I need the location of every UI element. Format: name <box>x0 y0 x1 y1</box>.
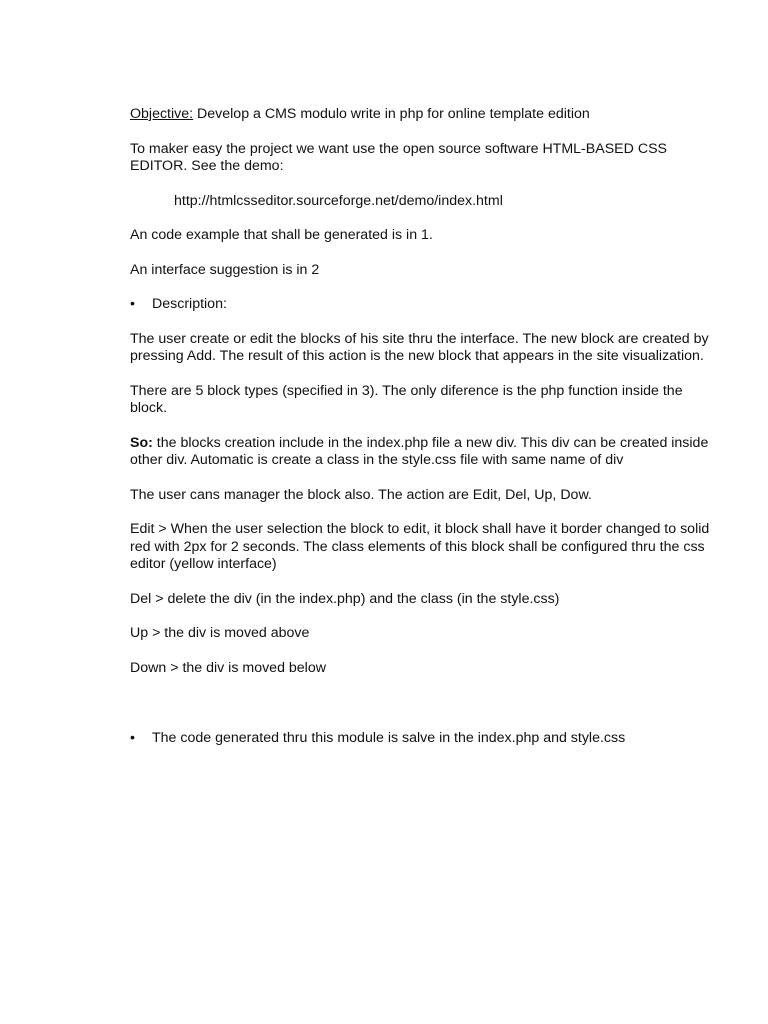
del-paragraph: Del > delete the div (in the index.php) and the class (in the style.css) <box>130 590 560 607</box>
manage-paragraph: The user cans manager the block also. The action are Edit, Del, Up, Dow. <box>130 486 592 503</box>
code-example-paragraph: An code example that shall be generated is in 1. <box>130 227 433 243</box>
edit-paragraph: Edit > When the user selection the block to edit, it block shall have it border changed to solid red with 2px for 2 seconds. The class elements of this block shall be configured thru the css editor (yellow interface) <box>130 521 710 572</box>
so-text: the blocks creation include in the index.php file a new div. This div can be created inside other div. Automatic is create a class in the style.css file with same name of div <box>130 434 709 468</box>
demo-url: http://htmlcsseditor.sourceforge.net/demo/index.html <box>174 192 503 209</box>
up-paragraph: Up > the div is moved above <box>130 625 310 641</box>
bullet-icon: • <box>130 296 135 312</box>
blank-spacer <box>130 694 710 730</box>
interface-suggestion-paragraph: An interface suggestion is in 2 <box>130 261 320 278</box>
down-paragraph: Down > the div is moved below <box>130 659 326 676</box>
objective-line <box>130 106 710 124</box>
so-label: So: <box>130 434 153 451</box>
objective-label: Objective: <box>130 106 194 122</box>
intro-paragraph: To maker easy the project we want use the open source software HTML-BASED CSS EDITOR. See the demo: <box>130 140 667 174</box>
description-heading: Description: <box>152 296 227 312</box>
bullet-icon: • <box>130 730 135 746</box>
so-paragraph <box>130 435 710 470</box>
user-create-paragraph: The user create or edit the blocks of his site thru the interface. The new block are created by pressing Add. The result of this action is the new block that appears in the site visualization. <box>130 330 709 364</box>
document-page <box>130 106 710 765</box>
block-types-paragraph: There are 5 block types (specified in 3). The only diference is the php function inside the block. <box>130 382 683 416</box>
description-bullet <box>130 296 710 314</box>
final-bullet <box>130 730 710 748</box>
objective-text: Develop a CMS modulo write in php for online template edition <box>193 106 590 122</box>
final-bullet-text: The code generated thru this module is salve in the index.php and style.css <box>152 730 626 746</box>
